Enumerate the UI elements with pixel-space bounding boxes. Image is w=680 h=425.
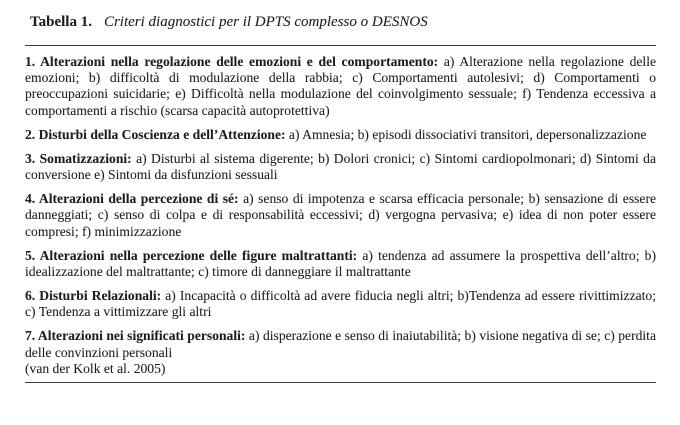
criterion-lead: 1. Alterazioni nella regolazione delle emozioni e del comportamento: xyxy=(25,53,439,69)
criterion-item xyxy=(25,248,656,281)
criterion-text: a) Incapacità o difficoltà ad avere fiducia negli altri; b)Tendenza ad essere rivittimizzato; c) Tendenza a vittimizzare gli altri xyxy=(25,287,656,320)
criterion-text: a) tendenza ad assumere la prospettiva dell’altro; b) idealizzazione del maltrattante; c) timore di danneggiare il maltrattante xyxy=(25,247,656,279)
bottom-rule xyxy=(25,382,656,383)
criterion-text: a) disperazione e senso di inaiutabilità; b) visione negativa di se; c) perdita delle convinzioni personali xyxy=(25,328,656,360)
criterion-lead: 6. Disturbi Relazionali: xyxy=(25,287,162,303)
table-label: Tabella 1. xyxy=(30,14,92,30)
citation-line: (van der Kolk et al. 2005) xyxy=(25,361,166,376)
criterion-lead: 3. Somatizzazioni: xyxy=(25,150,132,166)
criterion-lead: 5. Alterazioni nella percezione delle figure maltrattanti: xyxy=(25,247,358,263)
criterion-item xyxy=(25,328,656,361)
criterion-text: a) Amnesia; b) episodi dissociativi transitori, depersonalizzazione xyxy=(288,126,647,142)
criterion-text: a) senso di impotenza e scarsa efficacia personale; b) sensazione di essere danneggiati; c) senso di colpa e di responsabilità eccessivi; d) vergogna pervasiva; e) idea di non poter essere compresi; f) minimizzazione xyxy=(25,190,657,239)
criterion-lead: 7. Alterazioni nei significati personali: xyxy=(25,328,246,344)
criterion-text: a) Alterazione nella regolazione delle emozioni; b) difficoltà di modulazione della rabbia; c) Comportamenti autolesivi; d) Comportamenti o preoccupazioni suicidarie; e) Difficoltà nella modulazione del coinvolgimento sessuale; f) Tendenza eccessiva a comportamenti a rischio (scarsa capacità autoprotettiva) xyxy=(25,53,657,118)
table-title xyxy=(25,13,656,31)
top-rule xyxy=(25,45,656,46)
criteria-list xyxy=(25,54,656,362)
table-caption: Criteri diagnostici per il DPTS complesso o DESNOS xyxy=(103,14,428,30)
criterion-item xyxy=(25,54,656,120)
criterion-item xyxy=(25,151,656,184)
criterion-text: a) Disturbi al sistema digerente; b) Dolori cronici; c) Sintomi cardiopolmonari; d) Sintomi da conversione e) Sintomi da disfunzioni sessuali xyxy=(25,150,656,182)
criterion-item xyxy=(25,288,656,321)
criterion-item xyxy=(25,191,656,240)
criterion-item xyxy=(25,127,656,143)
criterion-lead: 4. Alterazioni della percezione di sé: xyxy=(25,190,239,206)
criterion-lead: 2. Disturbi della Coscienza e dell’Attenzione: xyxy=(25,126,286,142)
